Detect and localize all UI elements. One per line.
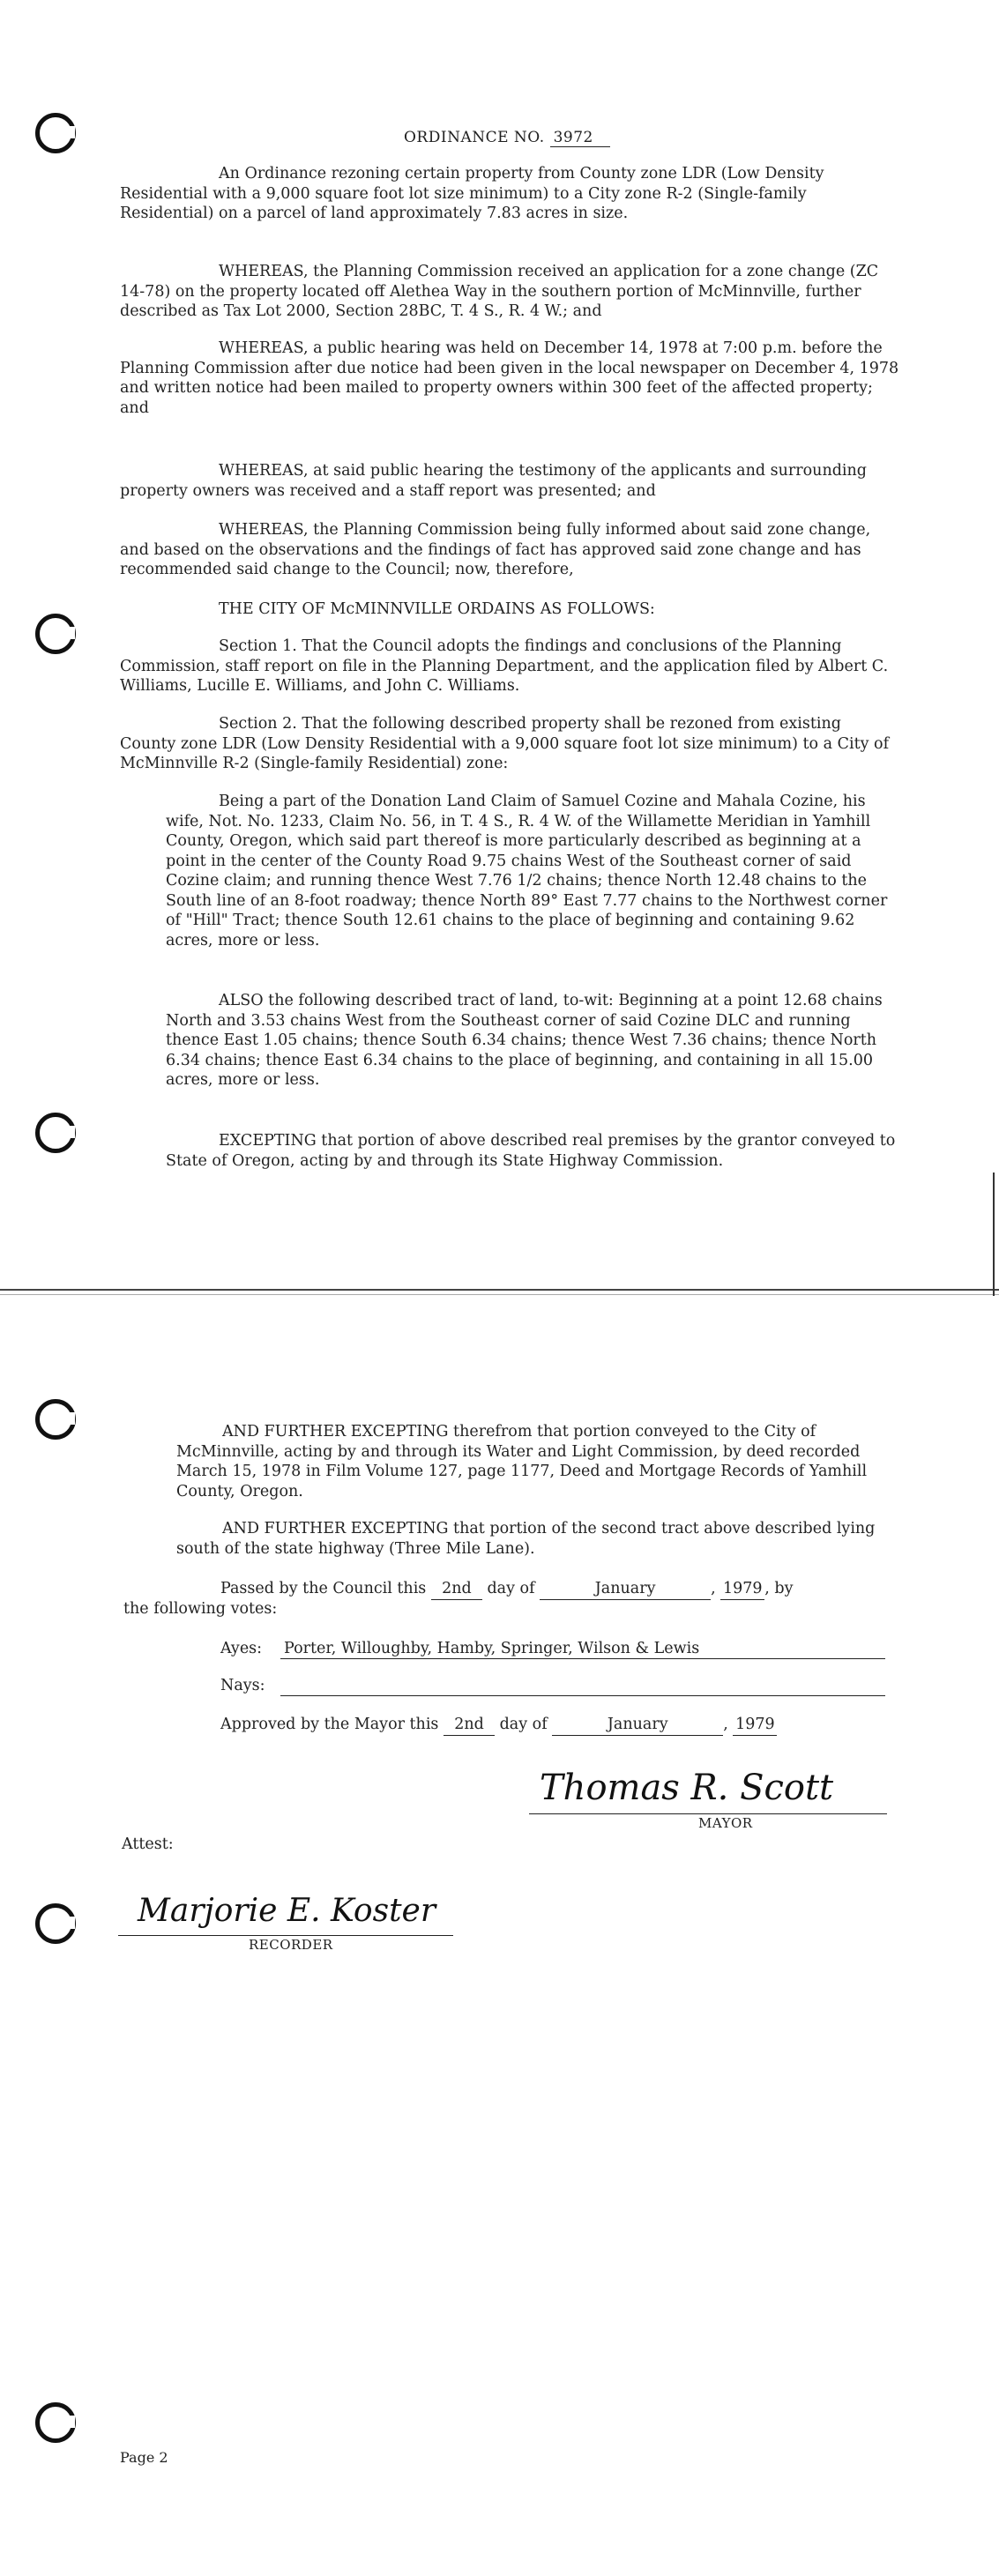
approved-mid: day of (499, 1716, 548, 1733)
passed-line: Passed by the Council this 2nd day of January , 1979 , by (220, 1579, 794, 1600)
passed-month: January (540, 1579, 711, 1600)
further-excepting-1: AND FURTHER EXCEPTING therefrom that portion conveyed to the City of McMinnville, acting by and through its Water and Light Commission, by deed recorded March 15, 1978 in Film Volume 127, page 1177, Deed and Mortgage Records of Yamhill County, Oregon. (176, 1423, 868, 1500)
passed-line-2: the following votes: (123, 1600, 278, 1618)
punch-hole-icon (35, 1399, 76, 1440)
passed-day: 2nd (431, 1579, 482, 1600)
ordinance-title (404, 129, 610, 147)
punch-hole-icon (35, 1903, 76, 1944)
recorder-signature-line (118, 1935, 453, 1936)
property-description-2: ALSO the following described tract of land, to-wit: Beginning at a point 12.68 chains North and 3.53 chains West from the Southeast corner of said Cozine DLC and running thence East 1.05 chains; thence South 6.34 chains; thence West 7.36 chains; thence North 6.34 chains; thence East 6.34 chains to the place of beginning, and containing in all 15.00 acres, more or less. (166, 992, 883, 1089)
approved-day: 2nd (444, 1715, 495, 1736)
intro-paragraph: An Ordinance rezoning certain property from County zone LDR (Low Density Residential with a 9,000 square foot lot size minimum) to a City zone R-2 (Single-family Residential) on a parcel of land approximately 7.83 acres in size. (120, 165, 824, 222)
passed-prefix: Passed by the Council this (220, 1580, 427, 1597)
page-divider (0, 1289, 999, 1291)
attest-label: Attest: (122, 1835, 174, 1853)
approved-line: Approved by the Mayor this 2nd day of January , 1979 (220, 1715, 777, 1736)
ayes-value: Porter, Willoughby, Hamby, Springer, Wilson & Lewis (284, 1640, 700, 1657)
page-divider-shadow (0, 1294, 999, 1295)
whereas-paragraph-4: WHEREAS, the Planning Commission being fully informed about said zone change, and based on the observations and the findings of fact has approved said zone change and has recommended said change to the Council; now, therefore, (120, 521, 871, 578)
nays-label: Nays: (220, 1677, 265, 1694)
passed-suffix: , by (764, 1580, 794, 1597)
passed-year: 1979 (720, 1579, 764, 1600)
ordinance-label: ORDINANCE NO. (404, 129, 545, 146)
punch-hole-icon (35, 113, 76, 153)
ordinance-page-1 (0, 0, 999, 1287)
approved-month: January (552, 1715, 723, 1736)
recorder-signature: Marjorie E. Koster (138, 1893, 436, 1929)
mayor-signature-line (529, 1813, 887, 1814)
recorder-label: RECORDER (249, 1937, 333, 1953)
approved-year: 1979 (733, 1715, 777, 1736)
whereas-paragraph-3: WHEREAS, at said public hearing the testimony of the applicants and surrounding property owners was received and a staff report was presented; and (120, 462, 867, 500)
punch-hole-icon (35, 614, 76, 654)
ordinance-page-2 (0, 1300, 999, 2576)
ayes-label: Ayes: (220, 1640, 263, 1657)
approved-prefix: Approved by the Mayor this (220, 1716, 439, 1733)
punch-hole-icon (35, 1113, 76, 1153)
whereas-paragraph-2: WHEREAS, a public hearing was held on December 14, 1978 at 7:00 p.m. before the Planning Commission after due notice had been given in the local newspaper on December 4, 1978 and written notice had been mailed to property owners within 300 feet of the affected property; and (120, 339, 899, 417)
section-1: Section 1. That the Council adopts the findings and conclusions of the Planning Commission, staff report on file in the Planning Department, and the application filed by Albert C. Williams, Lucille E. Williams, and John C. Williams. (120, 637, 889, 695)
punch-hole-icon (35, 2402, 76, 2443)
passed-mid: day of (487, 1580, 535, 1597)
nays-underline (280, 1695, 885, 1696)
mayor-signature: Thomas R. Scott (540, 1768, 834, 1808)
ordinance-number: 3972 (550, 129, 610, 147)
page-edge-line (993, 1173, 995, 1296)
whereas-paragraph-1: WHEREAS, the Planning Commission received an application for a zone change (ZC 14-78) on the property located off Alethea Way in the southern portion of McMinnville, further described as Tax Lot 2000, Section 28BC, T. 4 S., R. 4 W.; and (120, 263, 879, 320)
ayes-underline (280, 1658, 885, 1659)
further-excepting-2: AND FURTHER EXCEPTING that portion of the second tract above described lying south of the state highway (Three Mile Lane). (176, 1520, 876, 1558)
section-2: Section 2. That the following described property shall be rezoned from existing County zone LDR (Low Density Residential with a 9,000 square foot lot size minimum) to a City of McMinnville R-2 (Single-family Residential) zone: (120, 715, 890, 772)
mayor-label: MAYOR (698, 1815, 753, 1831)
ordains-heading: THE CITY OF McMINNVILLE ORDAINS AS FOLLOWS: (219, 600, 655, 618)
property-description-1: Being a part of the Donation Land Claim of Samuel Cozine and Mahala Cozine, his wife, Not. No. 1233, Claim No. 56, in T. 4 S., R. 4 W. of the Willamette Meridian in Yamhill County, Oregon, which said part thereof is more particularly described as beginning at a point in the center of the County Road 9.75 chains West of the Southeast corner of said Cozine claim; and running thence West 7.76 1/2 chains; thence North 12.48 chains to the South line of an 8-foot roadway; thence North 89° East 7.77 chains to the Northwest corner of "Hill" Tract; thence South 12.61 chains to the place of beginning and containing 9.62 acres, more or less. (166, 793, 888, 949)
page-number: Page 2 (120, 2449, 168, 2466)
property-description-exception: EXCEPTING that portion of above described real premises by the grantor conveyed to State of Oregon, acting by and through its State Highway Commission. (166, 1132, 896, 1170)
